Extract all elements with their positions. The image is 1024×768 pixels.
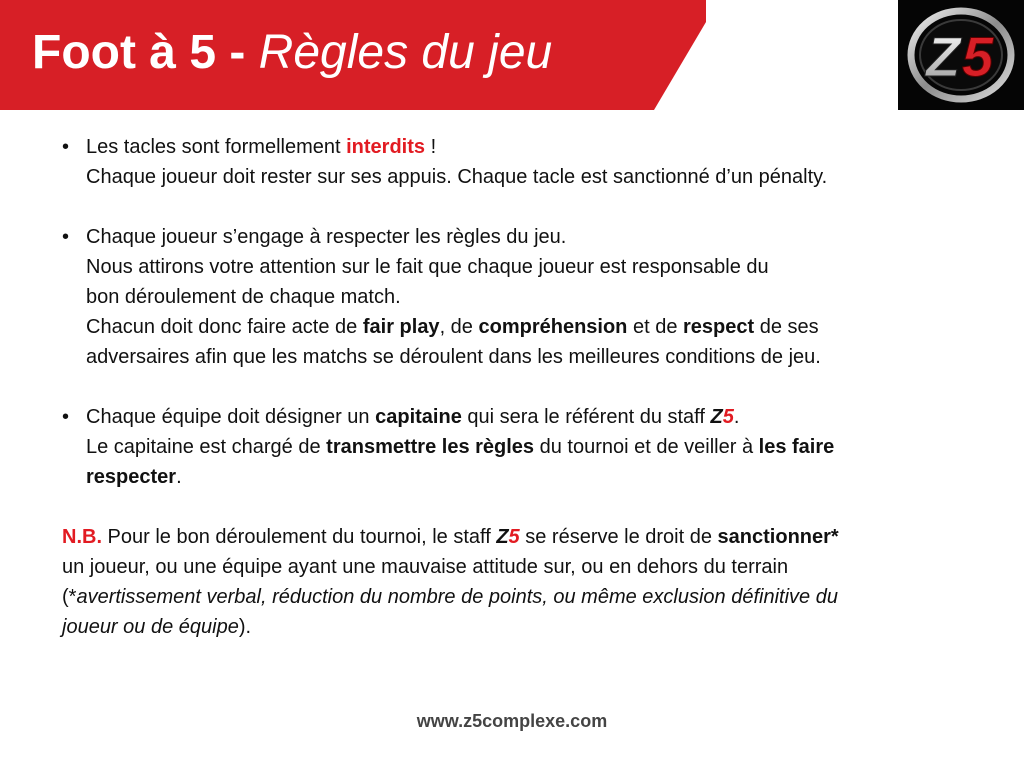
bullet-marker: • — [62, 406, 70, 428]
text-segment: Nous attirons votre attention sur le fait que chaque joueur est responsable du — [86, 256, 769, 278]
z5-logo-graphic — [898, 0, 1024, 110]
rule-item — [62, 402, 992, 492]
text-segment: fair play — [362, 316, 440, 338]
text-segment: Chaque joueur doit rester sur ses appuis. Chaque tacle est sanctionné d’un pénalty. — [86, 166, 828, 188]
text-segment: Les tacles sont formellement — [86, 136, 347, 158]
text-segment: Chacun doit donc faire acte de — [86, 316, 363, 338]
text-segment: respect — [683, 316, 755, 338]
rules-list — [62, 132, 992, 492]
text-segment: interdits — [346, 136, 426, 158]
text-segment: Z — [710, 406, 723, 428]
text-segment: Pour le bon déroulement du tournoi, le staff — [102, 526, 497, 548]
text-segment: (* — [62, 586, 77, 608]
title-subtitle: Règles du jeu — [258, 26, 553, 79]
text-segment: et de — [627, 316, 684, 338]
logo-5: 5 — [962, 25, 994, 88]
text-segment: Chaque joueur s’engage à respecter les règles du jeu. — [86, 226, 567, 248]
text-segment: bon déroulement de chaque match. — [86, 286, 401, 308]
text-segment: Z — [496, 526, 509, 548]
text-segment: avertissement verbal, réduction du nombre de points, ou même exclusion définitive du — [76, 586, 838, 608]
rule-detail-line — [62, 312, 992, 342]
bullet-marker: • — [62, 226, 70, 248]
rule-item — [62, 132, 992, 192]
text-segment: les faire — [758, 436, 835, 458]
text-segment: capitaine — [375, 406, 462, 428]
title-main: Foot à 5 - — [32, 26, 259, 79]
website-url: www.z5complexe.com — [416, 711, 608, 731]
text-segment: Le capitaine est chargé de — [86, 436, 327, 458]
text-segment: ). — [238, 616, 252, 638]
nb-line — [62, 552, 992, 582]
text-segment: sanctionner* — [717, 526, 839, 548]
bullet-marker: • — [62, 136, 70, 158]
text-segment: ! — [425, 136, 437, 158]
z5-logo — [898, 0, 1024, 110]
nb-note — [62, 522, 992, 642]
text-segment: N.B. — [62, 526, 102, 548]
nb-line — [62, 582, 992, 612]
text-segment: qui sera le référent du staff — [461, 406, 711, 428]
rule-detail-line — [62, 252, 992, 282]
text-segment: transmettre les règles — [326, 436, 535, 458]
rule-heading-line — [62, 222, 992, 252]
nb-line — [62, 522, 992, 552]
rule-heading-line — [62, 132, 992, 162]
text-segment: respecter — [86, 466, 177, 488]
rule-detail-line — [62, 342, 992, 372]
rule-item — [62, 222, 992, 372]
text-segment: du tournoi et de veiller à — [534, 436, 759, 458]
rule-heading-line — [62, 402, 992, 432]
text-segment: de ses — [754, 316, 819, 338]
rule-detail-line — [62, 162, 992, 192]
text-segment: un joueur, ou une équipe ayant une mauvaise attitude sur, ou en dehors du terrain — [62, 556, 789, 578]
rule-detail-line — [62, 462, 992, 492]
page-title — [32, 22, 552, 84]
text-segment: , de — [439, 316, 479, 338]
text-segment: . — [733, 406, 740, 428]
text-segment: Chaque équipe doit désigner un — [86, 406, 376, 428]
logo-z: Z — [926, 25, 961, 88]
text-segment: 5 — [508, 526, 520, 548]
text-segment: joueur ou de équipe — [62, 616, 239, 638]
nb-line — [62, 612, 992, 642]
rule-detail-line — [62, 282, 992, 312]
text-segment: adversaires afin que les matchs se déroulent dans les meilleures conditions de jeu. — [86, 346, 821, 368]
text-segment: . — [176, 466, 182, 488]
text-segment: compréhension — [478, 316, 628, 338]
text-segment: 5 — [722, 406, 734, 428]
rules-content — [62, 132, 992, 642]
text-segment: se réserve le droit de — [519, 526, 718, 548]
rule-detail-line — [62, 432, 992, 462]
